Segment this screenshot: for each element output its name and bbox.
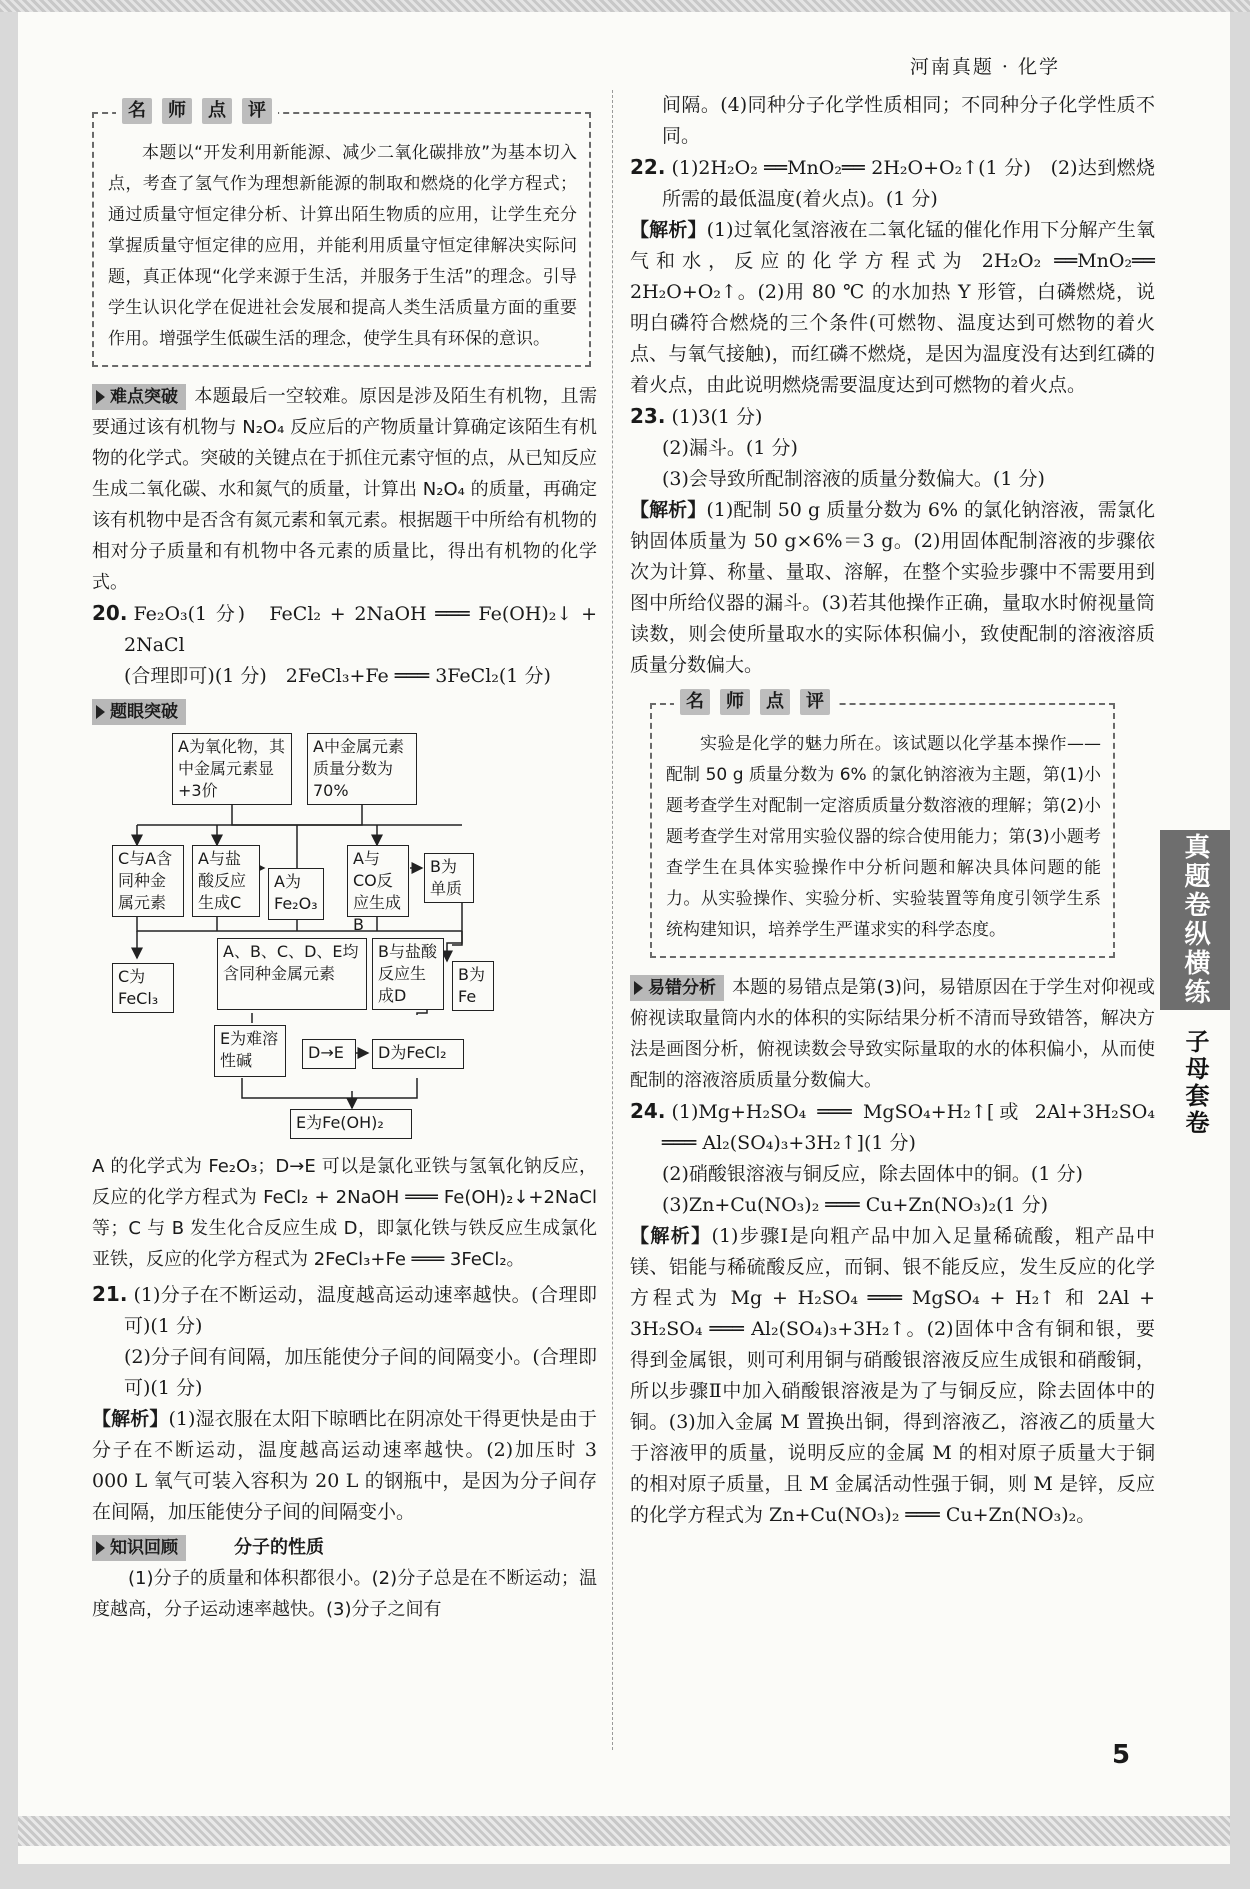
review-text: 实验是化学的魅力所在。该试题以化学基本操作——配制 50 g 质量分数为 6% 的氯化钠溶液为主题，第(1)小题考查学生对配制一定溶质质量分数溶液的理解；第(2)小题考查学生对常用实验仪器的综合使用能力；第(3)小题考查学生在具体实验操作中分析问题和解决具体问题的能力。从实验操作、实验分析、实验装置等角度引领学生系统构建知识，培养学生严谨求实的科学态度。 bbox=[666, 734, 1101, 940]
diagram-box-b-hcl: B与盐酸反应生成D bbox=[372, 938, 444, 1010]
q24-answer bbox=[630, 1096, 1155, 1159]
review-text: 本题以“开发利用新能源、减少二氧化碳排放”为基本切入点，考查了氢气作为理想新能源的制取和燃烧的化学方程式；通过质量守恒定律分析、计算出陌生物质的应用，让学生充分掌握质量守恒定律的应用，并能利用质量守恒定律解决实际问题，真正体现“化学来源于生活，并服务于生活”的理念。引导学生认识化学在促进社会发展和提高人类生活质量方面的重要作用。增强学生低碳生活的理念，使学生具有环保的意识。 bbox=[108, 143, 577, 349]
q22-number: 22. bbox=[630, 155, 666, 179]
q23-analysis bbox=[630, 495, 1155, 681]
analysis-label: 【解析】 bbox=[92, 1408, 169, 1430]
keypoint-tag: 题眼突破 bbox=[92, 699, 186, 725]
diagram-box-a-mass-fraction: A中金属元素质量分数为70% bbox=[307, 733, 417, 805]
q24-number: 24. bbox=[630, 1099, 666, 1123]
diagram-box-same-metal: A、B、C、D、E均含同种金属元素 bbox=[217, 938, 367, 1010]
q22-analysis-text: (1)过氧化氢溶液在二氧化锰的催化作用下分解产生氧气和水，反应的化学方程式为 2H₂O₂ ══MnO₂══ 2H₂O+O₂↑。(2)用 80 ℃ 的水加热 Y 形管，白磷燃烧，说明白磷符合燃烧的三个条件(可燃物、温度达到可燃物的着火点、与氧气接触)，而红磷不燃烧，是因为温度没有达到红磷的着火点，由此说明燃烧需要温度达到可燃物的着火点。 bbox=[630, 219, 1155, 396]
diagram-box-d-to-e: D→E bbox=[302, 1039, 356, 1069]
q24-a2: (2)硝酸银溶液与铜反应，除去固体中的铜。(1 分) bbox=[662, 1163, 1083, 1185]
q24-a1: (1)Mg+H₂SO₄ ═══ MgSO₄+H₂↑[或 2Al+3H₂SO₄ ═══ Al₂(SO₄)₃+3H₂↑](1 分) bbox=[662, 1101, 1155, 1154]
q22-answer bbox=[630, 152, 1155, 215]
q24-analysis-text: (1)步骤Ⅰ是向粗产品中加入足量稀硫酸，粗产品中镁、铝能与稀硫酸反应，而铜、银不能反应，发生反应的化学方程式为 Mg + H₂SO₄ ═══ MgSO₄ + H₂↑ 和 2Al + 3H₂SO₄ ═══ Al₂(SO₄)₃+3H₂↑。(2)固体中含有铜和银，要得到金属银，则可利用铜与硝酸银溶液反应生成银和硝酸铜，所以步骤Ⅱ中加入硝酸银溶液是为了与铜反应，除去固体中的铜。(3)加入金属 M 置换出铜，得到溶液乙，溶液乙的质量大于溶液甲的质量，说明反应的金属 M 的相对原子质量大于铜的相对原子质量，且 M 金属活动性强于铜，则 M 是锌，反应的化学方程式为 Zn+Cu(NO₃)₂ ═══ Cu+Zn(NO₃)₂。 bbox=[630, 1225, 1155, 1526]
q21-a2: (2)分子间有间隔，加压能使分子间的间隔变小。(合理即可)(1 分) bbox=[124, 1346, 597, 1399]
review-title-char: 评 bbox=[800, 689, 830, 715]
side-tab-main: 真题卷纵横练 bbox=[1160, 830, 1230, 1010]
diagram-box-c-fecl3: C为FeCl₃ bbox=[112, 963, 174, 1013]
knowledge-text: (1)分子的质量和体积都很小。(2)分子总是在不断运动；温度越高，分子运动速率越快。(3)分子之间有 bbox=[92, 1568, 597, 1620]
review-title-char: 师 bbox=[720, 689, 750, 715]
page-number: 5 bbox=[1112, 1740, 1131, 1770]
q21-analysis bbox=[92, 1404, 597, 1528]
q20-line1: Fe₂O₃(1 分) FeCl₂ + 2NaOH ═══ Fe(OH)₂↓ + 2NaCl bbox=[124, 603, 597, 656]
inference-diagram bbox=[92, 733, 597, 1143]
error-section bbox=[630, 972, 1155, 1096]
q21-continuation: 间隔。(4)同种分子化学性质相同；不同种分子化学性质不同。 bbox=[662, 94, 1155, 147]
triangle-icon bbox=[96, 1541, 105, 1555]
error-text: 本题的易错点是第(3)问，易错原因在于学生对仰视或俯视读取量筒内水的体积的实际结果分析不清而导致错答，解决方法是画图分析，俯视读数会导致实际量取的水的体积偏小，从而使配制的溶液溶质质量分数偏大。 bbox=[630, 977, 1155, 1091]
review-title bbox=[116, 98, 278, 124]
review-title-char: 师 bbox=[162, 98, 192, 124]
diagram-box-d-fecl2: D为FeCl₂ bbox=[372, 1039, 464, 1069]
triangle-icon bbox=[96, 390, 105, 404]
diagram-box-b-element: B为单质 bbox=[424, 853, 474, 903]
diagram-box-a-co: A与CO反应生成B bbox=[347, 845, 409, 917]
q23-a1: (1)3(1 分) bbox=[671, 406, 763, 428]
q20-explanation: A 的化学式为 Fe₂O₃；D→E 可以是氯化亚铁与氢氧化钠反应，反应的化学方程式为 FeCl₂ + 2NaOH ═══ Fe(OH)₂↓+2NaCl 等；C 与 B 发生化合反应生成 D，即氯化铁与铁反应生成氯化亚铁，反应的化学方程式为 2FeCl₃+Fe ═══ 3FeCl₂。 bbox=[92, 1156, 597, 1270]
diagram-box-e-feoh2: E为Fe(OH)₂ bbox=[290, 1109, 412, 1139]
running-head: 河南真题 · 化学 bbox=[909, 56, 1060, 78]
difficulty-section bbox=[92, 381, 597, 598]
q20-tag-row bbox=[92, 696, 597, 727]
difficulty-text: 本题最后一空较难。原因是涉及陌生有机物，且需要通过该有机物与 N₂O₄ 反应后的产物质量计算确定该陌生有机物的化学式。突破的关键点在于抓住元素守恒的点，从已知反应生成二氧化碳、水和氮气的质量，计算出 N₂O₄ 的质量，再确定该有机物中是否含有氮元素和氧元素。根据题干中所给有机物的相对分子质量和有机物中各元素的质量比，得出有机物的化学式。 bbox=[92, 386, 597, 593]
diagram-box-a-fe2o3: A为Fe₂O₃ bbox=[268, 868, 324, 920]
triangle-icon bbox=[634, 981, 643, 995]
q23-number: 23. bbox=[630, 404, 666, 428]
q21-answer bbox=[92, 1279, 597, 1342]
review-title-char: 点 bbox=[202, 98, 232, 124]
diagram-box-a-hcl: A与盐酸反应生成C bbox=[192, 845, 260, 917]
q23-a3: (3)会导致所配制溶液的质量分数偏大。(1 分) bbox=[662, 468, 1045, 490]
knowledge-tag: 知识回顾 bbox=[92, 1535, 186, 1561]
left-column bbox=[92, 100, 597, 1625]
diagram-box-b-fe: B为Fe bbox=[452, 961, 494, 1011]
q23-a2: (2)漏斗。(1 分) bbox=[662, 437, 798, 459]
diagram-box-a-oxide: A为氧化物，其中金属元素显+3价 bbox=[172, 733, 292, 805]
q23-analysis-text: (1)配制 50 g 质量分数为 6% 的氯化钠溶液，需氯化钠固体质量为 50 g×6%＝3 g。(2)用固体配制溶液的步骤依次为计算、称量、量取、溶解，在整个实验步骤中不需要用到图中所给仪器的漏斗。(3)若其他操作正确，量取水时俯视量筒读数，则会使所量取水的实际体积偏小，致使配制的溶液溶质质量分数偏大。 bbox=[630, 499, 1155, 676]
review-title bbox=[674, 689, 836, 715]
q21-a1: (1)分子在不断运动，温度越高运动速率越快。(合理即可)(1 分) bbox=[124, 1284, 597, 1337]
q22-a1: (1)2H₂O₂ ══MnO₂══ 2H₂O+O₂↑(1 分) (2)达到燃烧所需的最低温度(着火点)。(1 分) bbox=[662, 157, 1155, 210]
diagram-box-e-base: E为难溶性碱 bbox=[214, 1025, 286, 1077]
review-title-char: 点 bbox=[760, 689, 790, 715]
teacher-review-box-2 bbox=[650, 691, 1115, 958]
q21-number: 21. bbox=[92, 1282, 128, 1306]
q24-analysis bbox=[630, 1221, 1155, 1531]
top-edge bbox=[0, 0, 1250, 12]
difficulty-tag: 难点突破 bbox=[92, 384, 186, 410]
triangle-icon bbox=[96, 705, 105, 719]
q24-a3: (3)Zn+Cu(NO₃)₂ ═══ Cu+Zn(NO₃)₂(1 分) bbox=[662, 1194, 1049, 1216]
q20-number: 20. bbox=[92, 601, 128, 625]
right-column bbox=[630, 90, 1155, 1531]
review-title-char: 名 bbox=[122, 98, 152, 124]
q20-line2: (合理即可)(1 分) 2FeCl₃+Fe ═══ 3FeCl₂(1 分) bbox=[124, 665, 551, 687]
q20-answer bbox=[92, 598, 597, 661]
review-title-char: 名 bbox=[680, 689, 710, 715]
q23-answer bbox=[630, 401, 1155, 433]
knowledge-title: 分子的性质 bbox=[234, 1537, 324, 1558]
bottom-edge bbox=[18, 1816, 1230, 1846]
teacher-review-box bbox=[92, 100, 591, 367]
analysis-label: 【解析】 bbox=[630, 1225, 712, 1247]
q21-analysis-text: (1)湿衣服在太阳下晾晒比在阴凉处干得更快是由于分子在不断运动，温度越高运动速率越快。(2)加压时 3 000 L 氧气可装入容积为 20 L 的钢瓶中，是因为分子间存在间隔，加压能使分子间的间隔变小。 bbox=[92, 1408, 597, 1523]
knowledge-row bbox=[92, 1532, 597, 1563]
diagram-box-c-same-metal: C与A含同种金属元素 bbox=[112, 845, 184, 917]
side-tab-sub: 子母套卷 bbox=[1181, 1029, 1209, 1137]
review-title-char: 评 bbox=[242, 98, 272, 124]
error-tag: 易错分析 bbox=[630, 975, 724, 1001]
analysis-label: 【解析】 bbox=[630, 499, 707, 521]
q22-analysis bbox=[630, 215, 1155, 401]
column-divider bbox=[612, 90, 613, 1750]
analysis-label: 【解析】 bbox=[630, 219, 707, 241]
